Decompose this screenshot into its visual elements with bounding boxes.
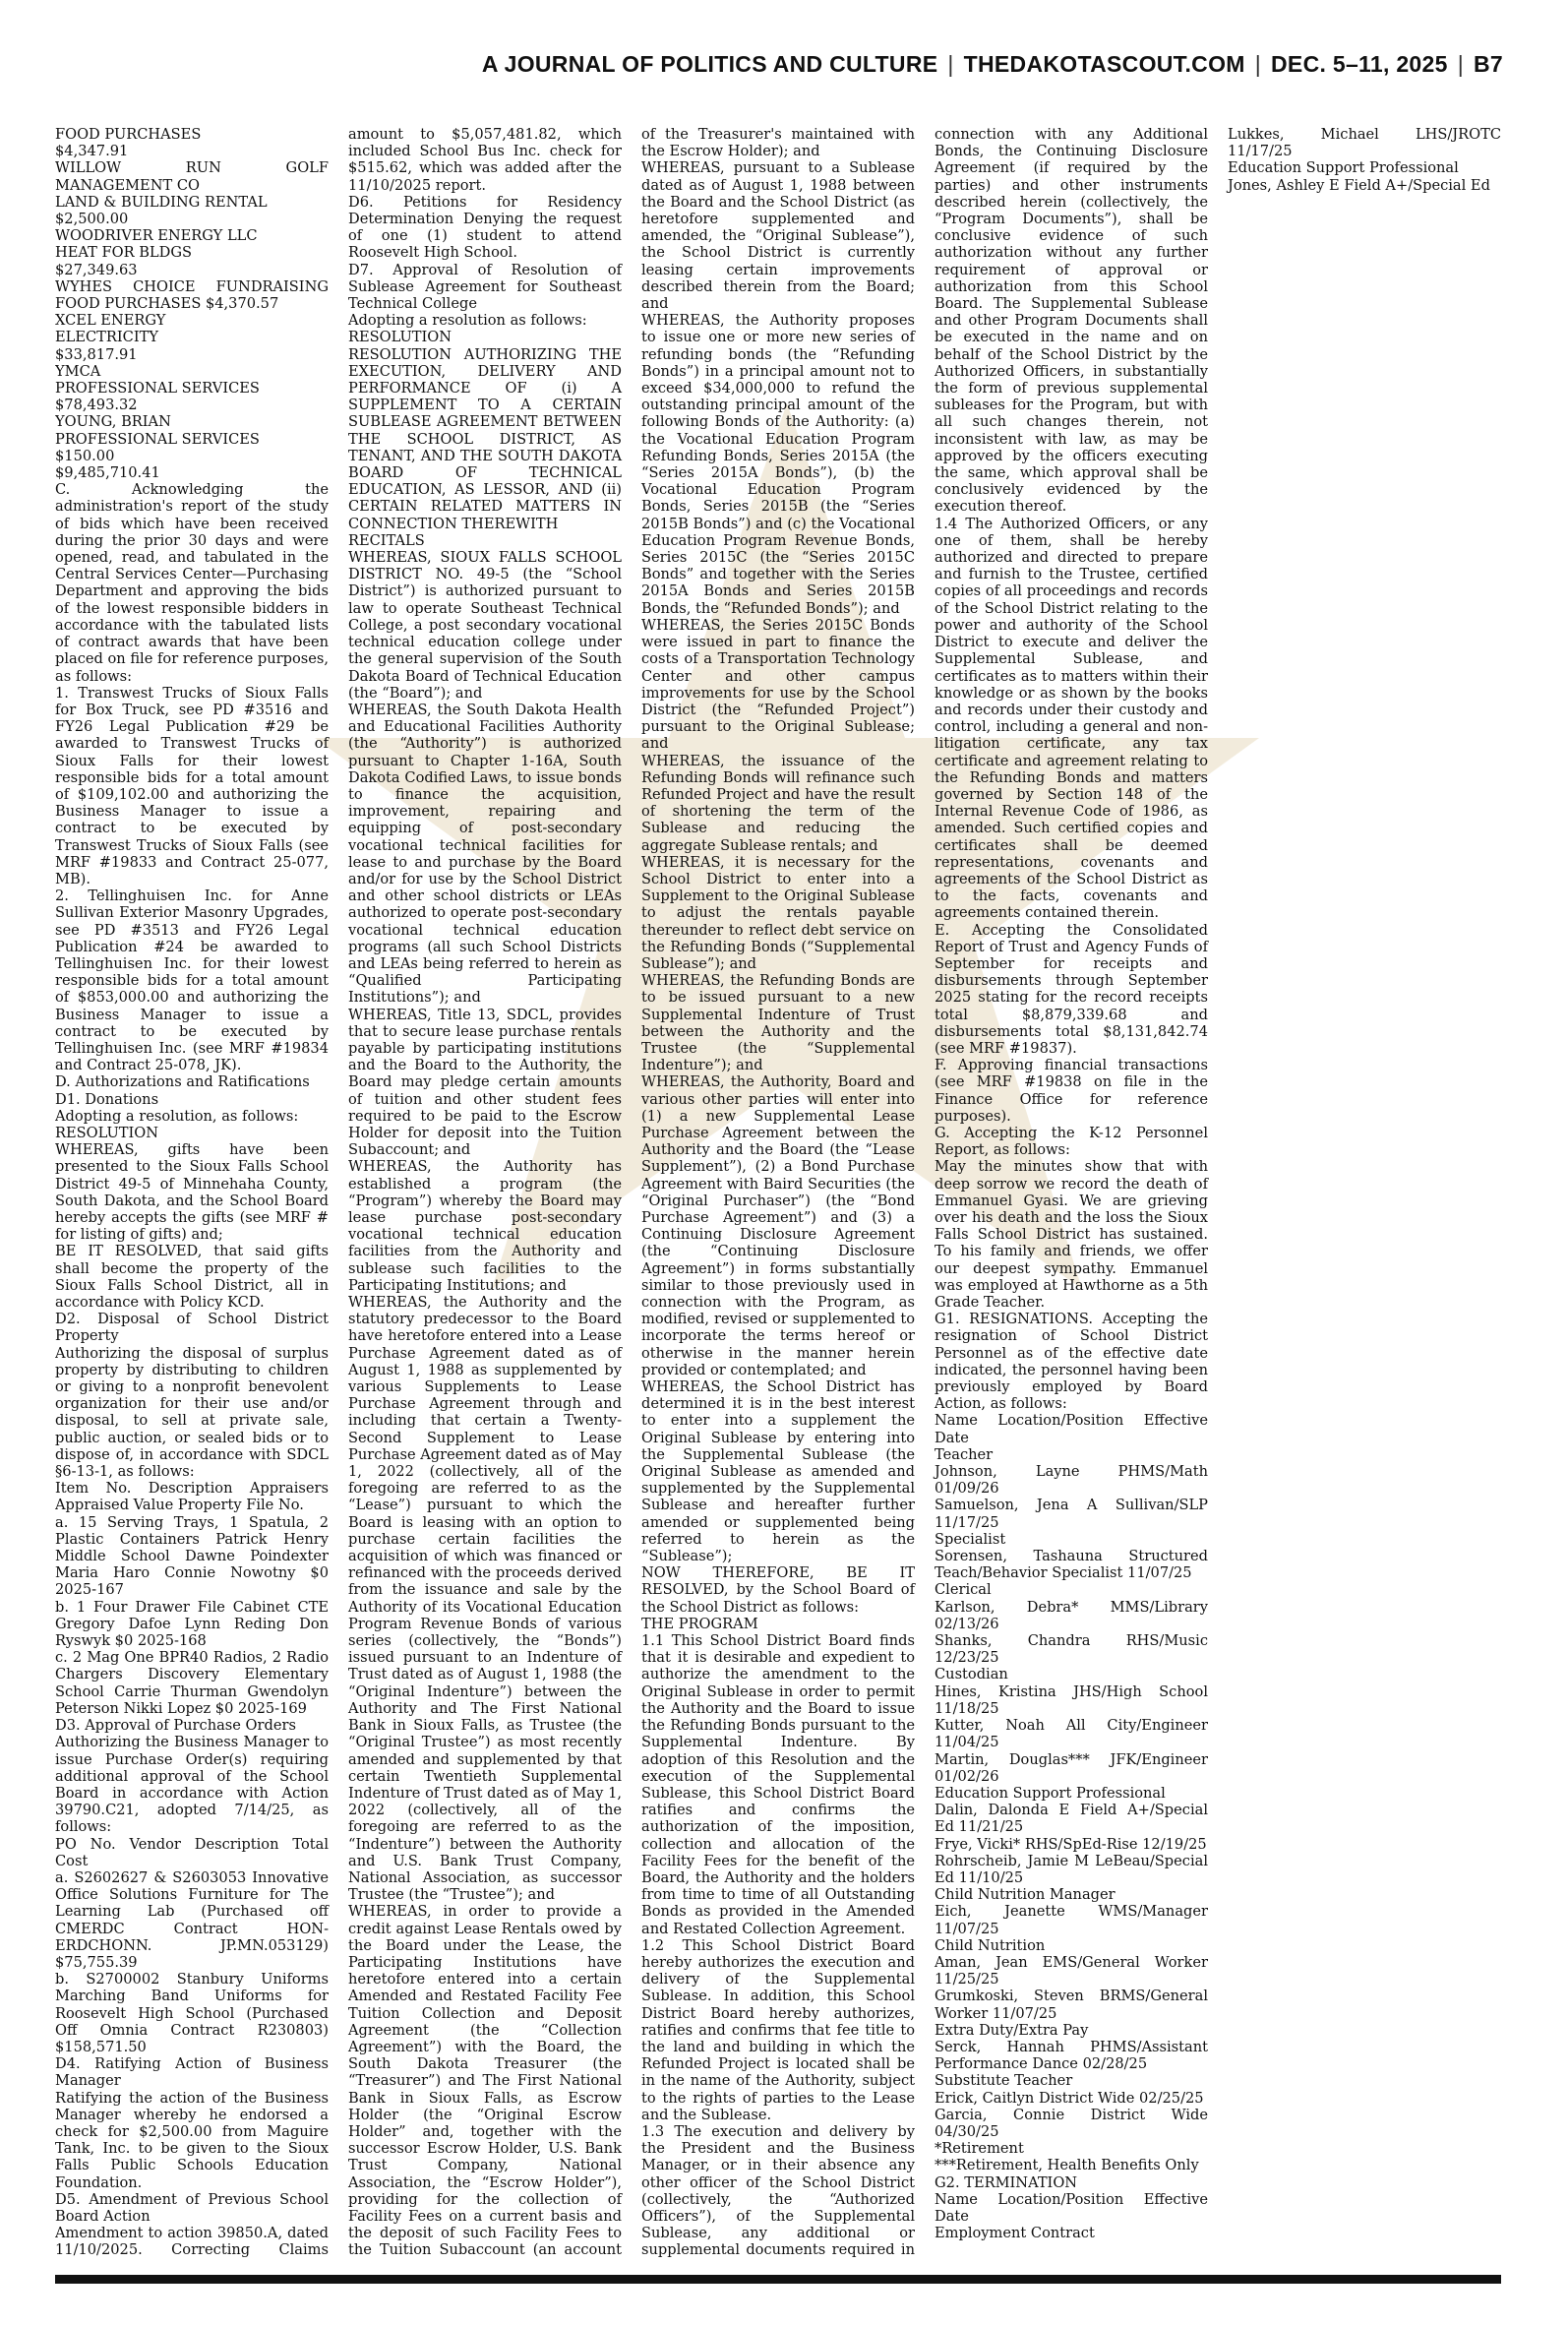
notice-paragraph: RESOLUTION (55, 1124, 159, 1141)
notice-paragraph: D4. Ratifying Action of Business Manager (55, 2055, 329, 2090)
notice-paragraph: May the minutes show that with deep sorrow we record the death of Emmanuel Gyasi. We are grieving over his death and the loss the Sioux Falls School District has sustained. To his family and friends, we offer our deepest sympathy. Emmanuel was employed at Hawthorne as a 5th Grade Teacher. (935, 1158, 1208, 1312)
notice-paragraph: D1. Donations (55, 1090, 159, 1108)
notice-paragraph: *Retirement (935, 2140, 1024, 2158)
notice-paragraph: Adopting a resolution, as follows: (55, 1107, 299, 1125)
notice-paragraph: Rohrscheib, Jamie M LeBeau/Special Ed 11/10/25 (935, 1852, 1208, 1886)
notice-paragraph: Aman, Jean EMS/General Worker 11/25/25 (935, 1953, 1208, 1988)
notice-paragraph: Authorizing the Business Manager to issue Purchase Order(s) requiring additional approval of the School Board in accordance with Action 39790.C21, adopted 7/14/25, as follows: (55, 1734, 329, 1836)
notice-paragraph: Johnson, Layne PHMS/Math 01/09/26 (935, 1463, 1208, 1498)
notice-paragraph: $2,500.00 (55, 211, 129, 228)
notice-paragraph: RESOLUTION (348, 329, 452, 346)
notice-paragraph: Martin, Douglas*** JFK/Engineer 01/02/26 (935, 1750, 1208, 1785)
notice-paragraph: Item No. Description Appraisers Appraised Value Property File No. (55, 1480, 329, 1514)
notice-paragraph: $27,349.63 (55, 261, 138, 278)
notice-paragraph: Jones, Ashley E Field A+/Special Ed (1228, 176, 1490, 194)
notice-paragraph: PROFESSIONAL SERVICES (55, 430, 260, 448)
notice-paragraph: 1.3 The execution and delivery by the President and the Business Manager, or in their absence any other officer of the School District (collectively, the “Authorized Officers”), of the Supplemental Sublease, any additional or supplemental documents required in connection with any Additional Bonds, the Continuing Disclosure Agreement (if required by the parties) and other instruments described herein (collectively, the “Program Documents”), shall be conclusive evidence of such authorization without any further requirement of approval or authorization from this School Board. The Supplemental Sublease and other Program Documents shall be executed in the name and on behalf of the School District by the Authorized Officers, in substantially the form of previous supplemental subleases for the Program, but with all such changes therein, not inconsistent with law, as may be approved by the officers executing the same, which approval shall be conclusively evidenced by the execution thereof. (641, 126, 1208, 2259)
notice-paragraph: G. Accepting the K-12 Personnel Report, as follows: (935, 1124, 1208, 1159)
notice-paragraph: FOOD PURCHASES (55, 126, 202, 143)
notice-paragraph: Serck, Hannah PHMS/Assistant Performance Dance 02/28/25 (935, 2038, 1208, 2073)
notice-paragraph: 2. Tellinghuisen Inc. for Anne Sullivan Exterior Masonry Upgrades, see PD #3513 and FY26 Legal Publication #24 be awarded to Tellinghuisen Inc. for their lowest responsible bids for a total amount of $853,000.00 and authorizing the Business Manager to issue a contract to be executed by Tellinghuisen Inc. (see MRF #19834 and Contract 25-078, JK). (55, 887, 329, 1074)
notice-paragraph: Karlson, Debra* MMS/Library 02/13/26 (935, 1598, 1208, 1632)
journal-tagline: A JOURNAL OF POLITICS AND CULTURE (481, 51, 938, 77)
notice-paragraph: Eich, Jeanette WMS/Manager 11/07/25 (935, 1903, 1208, 1937)
notice-paragraph: WHEREAS, it is necessary for the School District to enter into a Supplement to the Original Sublease to adjust the rentals payable thereunder to reflect debt service on the Refunding Bonds (“Supplemental Sublease”); and (641, 853, 915, 972)
notice-paragraph: Education Support Professional (1228, 159, 1459, 177)
notice-paragraph: Ratifying the action of the Business Manager whereby he endorsed a check for $2,500.00 from Maguire Tank, Inc. to be given to the Sioux Falls Public Schools Education Foundation. (55, 2089, 329, 2191)
notice-paragraph: Education Support Professional (935, 1784, 1166, 1802)
notice-paragraph: THE PROGRAM (641, 1615, 758, 1632)
notice-paragraph: RESOLUTION AUTHORIZING THE EXECUTION, DELIVERY AND PERFORMANCE OF (i) A SUPPLEMENT TO A CERTAIN SUBLEASE AGREEMENT BETWEEN THE SCHOOL DISTRICT, AS TENANT, AND THE SOUTH DAKOTA BOARD OF TECHNICAL EDUCATION, AS LESSOR, AND (ii) CERTAIN RELATED MATTERS IN CONNECTION THEREWITH (348, 345, 622, 532)
notice-paragraph: ELECTRICITY (55, 329, 158, 346)
notice-paragraph: Lukkes, Michael LHS/JROTC 11/17/25 (1228, 126, 1501, 160)
notice-paragraph: LAND & BUILDING RENTAL (55, 193, 268, 211)
notice-paragraph: BE IT RESOLVED, that said gifts shall become the property of the Sioux Falls School District, all in accordance with Policy KCD. (55, 1243, 329, 1312)
notice-paragraph: ***Retirement, Health Benefits Only (935, 2157, 1199, 2174)
notice-paragraph: Extra Duty/Extra Pay (935, 2021, 1089, 2039)
notice-paragraph: Kutter, Noah All City/Engineer 11/04/25 (935, 1717, 1208, 1751)
site-url[interactable]: THEDAKOTASCOUT.COM (963, 51, 1245, 77)
notice-paragraph: WHEREAS, the Authority proposes to issue one or more new series of refunding bonds (the “Refunding Bonds”) in a principal amount not to exceed $34,000,000 to refund the outstanding principal amount of the following Bonds of the Authority: (a) the Vocational Education Program Refunding Bonds, Series 2015A (the “Series 2015A Bonds”), (b) the Vocational Education Program Bonds, Series 2015B (the “Series 2015B Bonds”) and (c) the Vocational Education Program Revenue Bonds, Series 2015C (the “Series 2015C Bonds” and together with the Series 2015A Bonds and Series 2015B Bonds, the “Refunded Bonds”); and (641, 312, 915, 617)
notice-paragraph: YMCA (55, 362, 101, 380)
notice-paragraph: HEAT FOR BLDGS (55, 244, 192, 262)
bottom-rule (55, 2275, 1501, 2284)
notice-paragraph: Substitute Teacher (935, 2072, 1073, 2090)
notice-paragraph: PROFESSIONAL SERVICES (55, 380, 260, 398)
notice-paragraph: D5. Amendment of Previous School Board Action (55, 2190, 329, 2225)
notice-paragraph: 1.4 The Authorized Officers, or any one of them, shall be hereby authorized and directed to prepare and furnish to the Trustee, certified copies of all proceedings and records of the School District relating to the power and authority of the School District to execute and deliver the Supplemental Sublease, and certificates as to matters within their knowledge or as shown by the books and records under their custody and control, including a general and non-litigation certificate, any tax certificate and agreement relating to the Refunding Bonds and matters governed by Section 148 of the Internal Revenue Code of 1986, as amended. Such certified copies and certificates shall be deemed representations, covenants and agreements of the School District as to the facts, covenants and agreements contained therein. (935, 515, 1208, 922)
notice-paragraph: WHEREAS, the School District has determined it is in the best interest to enter into a supplement the Original Sublease by entering into the Supplemental Sublease (the Original Sublease as amended and supplemented by the Supplemental Sublease and hereafter further amended or supplemented being referred to herein as the “Sublease”); (641, 1378, 915, 1565)
notice-paragraph: Teacher (935, 1445, 994, 1463)
notice-paragraph: 1.2 This School District Board hereby authorizes the execution and delivery of the Supplemental Sublease. In addition, this School District Board hereby authorizes, ratifies and confirms that fee title to the land and building in which the Refunded Project is located shall be in the name of the Authority, subject to the rights of parties to the Lease and the Sublease. (641, 1936, 915, 2123)
notice-paragraph: Dalin, Dalonda E Field A+/Special Ed 11/21/25 (935, 1802, 1208, 1836)
notice-paragraph: C. Acknowledging the administration's report of the study of bids which have been received during the prior 30 days and were opened, read, and tabulated in the Central Services Center—Purchasing Department and approving the bids of the lowest responsible bidders in accordance with the tabulated lists of contract awards that have been placed on file for reference purposes, as follows: (55, 481, 330, 685)
legal-notice-columns (55, 126, 1501, 2269)
notice-paragraph: Employment Contract (935, 2225, 1095, 2242)
notice-paragraph: b. S2700002 Stanbury Uniforms Marching Band Uniforms for Roosevelt High School (Purchased Off Omnia Contract R230803) $158,571.50 (55, 1971, 329, 2055)
notice-paragraph: $78,493.32 (55, 397, 138, 414)
notice-paragraph: $150.00 (55, 447, 115, 464)
notice-paragraph: Child Nutrition Manager (935, 1886, 1116, 1904)
notice-paragraph: Sorensen, Tashauna Structured Teach/Behavior Specialist 11/07/25 (935, 1548, 1208, 1582)
notice-paragraph: E. Accepting the Consolidated Report of Trust and Agency Funds of September for receipts and disbursements through September 2025 stating for the record receipts total $8,879,339.68 and disbursements total $8,131,842.74 (see MRF #19837). (935, 921, 1208, 1057)
notice-paragraph: Name Location/Position Effective Date (935, 1412, 1208, 1446)
notice-paragraph: G1. RESIGNATIONS. Accepting the resignation of School District Personnel as of the effective date indicated, the personnel having been previously employed by Board Action, as follows: (935, 1311, 1208, 1413)
notice-paragraph: YOUNG, BRIAN (55, 413, 171, 431)
notice-paragraph: D3. Approval of Purchase Orders (55, 1717, 296, 1735)
notice-paragraph: $4,347.91 (55, 143, 129, 160)
notice-paragraph: WHEREAS, the Refunding Bonds are to be issued pursuant to a new Supplemental Indenture of Trust between the Authority and the Trustee (the “Supplemental Indenture”); and (641, 972, 915, 1074)
notice-paragraph: c. 2 Mag One BPR40 Radios, 2 Radio Chargers Discovery Elementary School Carrie Thurman Gwendolyn Peterson Nikki Lopez $0 2025-169 (55, 1649, 329, 1717)
notice-paragraph: XCEL ENERGY (55, 312, 166, 330)
notice-paragraph: Grumkoski, Steven BRMS/General Worker 11/07/25 (935, 1988, 1208, 2022)
notice-paragraph: Specialist (935, 1530, 1006, 1548)
notice-paragraph: G2. TERMINATION (935, 2173, 1078, 2191)
header-text: A JOURNAL OF POLITICS AND CULTURE | THEDAKOTASCOUT.COM | DEC. 5–11, 2025 | B7 (481, 51, 1503, 77)
notice-paragraph: WHEREAS, SIOUX FALLS SCHOOL DISTRICT NO. 49-5 (the “School District”) is authorized pursuant to law to operate Southeast Technical College, a post secondary vocational technical education college under the general supervision of the South Dakota Board of Technical Education (the “Board”); and (348, 549, 622, 702)
page-number: B7 (1473, 51, 1503, 77)
notice-paragraph: D6. Petitions for Residency Determination Denying the request of one (1) student to attend Roosevelt High School. (348, 193, 622, 262)
notice-paragraph: Samuelson, Jena A Sullivan/SLP 11/17/25 (935, 1497, 1208, 1531)
notice-paragraph: 1.1 This School District Board finds that it is desirable and expedient to authorize the amendment to the Original Sublease in order to permit the Authority and the Board to issue the Refunding Bonds pursuant to the Supplemental Indenture. By adoption of this Resolution and the execution of the Supplemental Sublease, this School District Board ratifies and confirms the authorization of the imposition, collection and allocation of the Facility Fees for the benefit of the Board, the Authority and the holders from time to time of all Outstanding Bonds as provided in the Amended and Restated Collection Agreement. (641, 1632, 915, 1937)
notice-paragraph: RECITALS (348, 531, 425, 549)
notice-paragraph: D. Authorizations and Ratifications (55, 1073, 310, 1091)
issue-date: DEC. 5–11, 2025 (1271, 51, 1448, 77)
notice-paragraph: NOW THEREFORE, BE IT RESOLVED, by the School Board of the School District as follows: (641, 1564, 915, 1616)
notice-paragraph: WYHES CHOICE FUNDRAISING FOOD PURCHASES $4,370.57 (55, 277, 329, 313)
notice-paragraph: $9,485,710.41 (55, 464, 160, 482)
notice-paragraph: D2. Disposal of School District Property (55, 1311, 329, 1345)
notice-paragraph: Authorizing the disposal of surplus property by distributing to children or giving to a nonprofit benevolent organization for their use and/or disposal, to sell at private sale, public auction, or sealed bids or to dispose of, in accordance with SDCL §6-13-1, as follows: (55, 1344, 329, 1481)
notice-paragraph: WHEREAS, the Series 2015C Bonds were issued in part to finance the costs of a Transportation Technology Center and other campus improvements for use by the School District (the “Refunded Project”) pursuant to the Original Sublease; and (641, 616, 915, 753)
page-header (0, 0, 1568, 118)
notice-paragraph: Child Nutrition (935, 1936, 1046, 1954)
notice-paragraph: WHEREAS, the Authority has established a program (the “Program”) whereby the Board may lease purchase post-secondary vocational technical education facilities from the Authority and sublease such facilities to the Participating Institutions; and (348, 1158, 622, 1294)
notice-paragraph: WHEREAS, gifts have been presented to the Sioux Falls School District 49-5 of Minnehaha County, South Dakota, and the School Board hereby accepts the gifts (see MRF # for listing of gifts) and; (55, 1141, 329, 1244)
notice-paragraph: a. 15 Serving Trays, 1 Spatula, 2 Plastic Containers Patrick Henry Middle School Dawne Poindexter Maria Haro Connie Nowotny $0 2025-167 (55, 1513, 329, 1599)
notice-paragraph: Shanks, Chandra RHS/Music 12/23/25 (935, 1632, 1208, 1667)
notice-paragraph: Name Location/Position Effective Date (935, 2190, 1208, 2225)
notice-paragraph: D7. Approval of Resolution of Sublease Agreement for Southeast Technical College (348, 261, 622, 313)
notice-paragraph: WHEREAS, the Authority, Board and various other parties will enter into (1) a new Supplemental Lease Purchase Agreement between the Authority and the Board (the “Lease Supplement”), (2) a Bond Purchase Agreement with Baird Securities (the “Original Purchaser”) (the “Bond Purchase Agreement”) and (3) a Continuing Disclosure Agreement (the “Continuing Disclosure Agreement”) in forms substantially similar to those previously used in connection with the Program, as modified, revised or supplemented to incorporate the terms hereof or otherwise in the manner herein provided or contemplated; and (641, 1073, 915, 1378)
notice-paragraph: Custodian (935, 1666, 1008, 1683)
notice-paragraph: Erick, Caitlyn District Wide 02/25/25 (935, 2089, 1204, 2107)
notice-paragraph: Amendment to action 39850.A, dated 11/10/2025. Correcting Claims amount to $5,057,481.82, which included School Bus Inc. check for $515.62, which was added after the 11/10/2025 report. (55, 126, 622, 2259)
notice-paragraph: PO No. Vendor Description Total Cost (55, 1835, 329, 1869)
notice-paragraph: a. S2602627 & S2603053 Innovative Office Solutions Furniture for The Learning Lab (Purchased off CMERDC Contract HON-ERDCHONN. JP.MN.053129) $75,755.39 (55, 1868, 329, 1971)
notice-paragraph: WOODRIVER ENERGY LLC (55, 227, 258, 245)
notice-paragraph: WHEREAS, pursuant to a Sublease dated as of August 1, 1988 between the Board and the School District (as heretofore supplemented and amended, the “Original Sublease”), the School District is currently leasing certain improvements described therein from the Board; and (641, 159, 915, 313)
notice-paragraph: WHEREAS, the issuance of the Refunding Bonds will refinance such Refunded Project and have the result of shortening the term of the Sublease and reducing the aggregate Sublease rentals; and (641, 752, 915, 854)
notice-paragraph: Frye, Vicki* RHS/SpEd-Rise 12/19/25 (935, 1835, 1207, 1853)
notice-paragraph: Adopting a resolution as follows: (348, 312, 587, 330)
notice-paragraph: WHEREAS, the South Dakota Health and Educational Facilities Authority (the “Authority”) is authorized pursuant to Chapter 1-16A, South Dakota Codified Laws, to issue bonds to finance the acquisition, improvement, repairing and equipping of post-secondary vocational technical facilities for lease to and purchase by the Board and/or for use by the School District and other school districts or LEAs authorized to operate post-secondary vocational technical education programs (all such School Districts and LEAs being referred to herein as “Qualified Participating Institutions”); and (348, 701, 622, 1007)
notice-paragraph: WILLOW RUN GOLF MANAGEMENT CO (55, 159, 329, 194)
notice-paragraph: $33,817.91 (55, 345, 138, 363)
notice-paragraph: Garcia, Connie District Wide 04/30/25 (935, 2106, 1208, 2140)
notice-paragraph: b. 1 Four Drawer File Cabinet CTE Gregory Dafoe Lynn Reding Don Ryswyk $0 2025-168 (55, 1598, 329, 1650)
notice-paragraph: Clerical (935, 1581, 992, 1599)
notice-paragraph: WHEREAS, in order to provide a credit against Lease Rentals owed by the Board under the Lease, the Participating Institutions have heretofore entered into a certain Amended and Restated Facility Fee Tuition Collection and Deposit Agreement (the “Collection Agreement”) with the Board, the South Dakota Treasurer (the “Treasurer”) and The First National Bank in Sioux Falls, as Escrow Holder (the “Original Escrow Holder” and, together with the successor Escrow Holder, U.S. Bank Trust Company, National Association, the “Escrow Holder”), providing for the collection of Facility Fees on a current basis and the deposit of such Facility Fees to the Tuition Subaccount (an account of the Treasurer's maintained with the Escrow Holder); and (348, 126, 915, 2259)
notice-paragraph: Hines, Kristina JHS/High School 11/18/25 (935, 1683, 1208, 1717)
notice-paragraph: F. Approving financial transactions (see MRF #19838 on file in the Finance Office for reference purposes). (935, 1057, 1208, 1125)
notice-paragraph: 1. Transwest Trucks of Sioux Falls for Box Truck, see PD #3516 and FY26 Legal Publication #29 be awarded to Transwest Trucks of Sioux Falls for their lowest responsible bids for a total amount of $109,102.00 and authorizing the Business Manager to issue a contract to be executed by Transwest Trucks of Sioux Falls (see MRF #19833 and Contract 25-077, MB). (55, 684, 329, 887)
notice-paragraph: WHEREAS, the Authority and the statutory predecessor to the Board have heretofore entered into a Lease Purchase Agreement dated as of August 1, 1988 as supplemented by various Supplements to Lease Purchase Agreement through and including that certain a Twenty-Second Supplement to Lease Purchase Agreement dated as of May 1, 2022 (collectively, all of the foregoing are referred to as the “Lease”) pursuant to which the Board is leasing with an option to purchase certain facilities the acquisition of which was financed or refinanced with the proceeds derived from the issuance and sale by the Authority of its Vocational Education Program Revenue Bonds of various series (collectively, the “Bonds”) issued pursuant to an Indenture of Trust dated as of August 1, 1988 (the “Original Indenture”) between the Authority and The First National Bank in Sioux Falls, as Trustee (the “Original Trustee”) as most recently amended and supplemented by that certain Twentieth Supplemental Indenture of Trust dated as of May 1, 2022 (collectively, all of the foregoing are referred to as the “Indenture”) between the Authority and U.S. Bank Trust Company, National Association, as successor Trustee (the “Trustee”); and (348, 1294, 622, 1904)
notice-paragraph: WHEREAS, Title 13, SDCL, provides that to secure lease purchase rentals payable by participating institutions and the Board to the Authority, the Board may pledge certain amounts of tuition and other student fees required to be paid to the Escrow Holder for deposit into the Tuition Subaccount; and (348, 1006, 622, 1159)
